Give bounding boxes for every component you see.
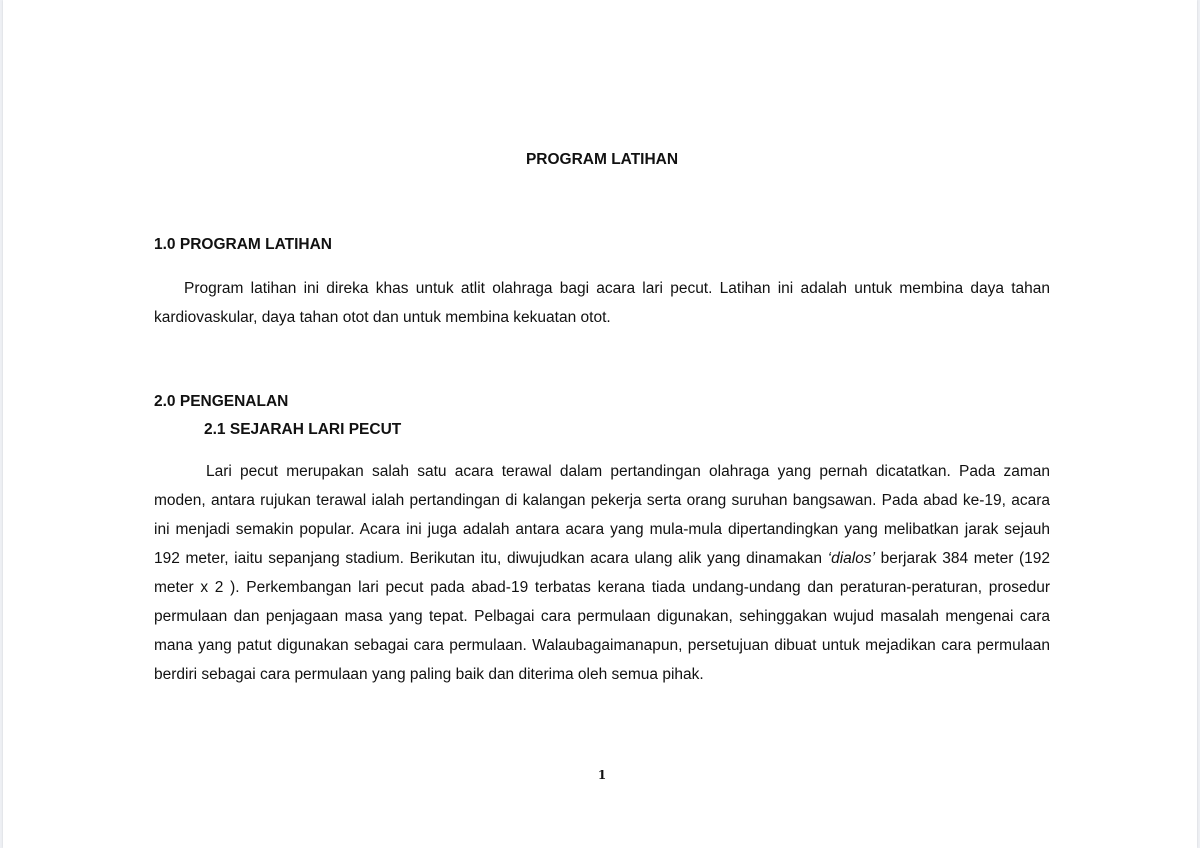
italic-term-dialos: ‘dialos’ xyxy=(827,550,876,567)
document-page xyxy=(3,0,1197,848)
paragraph-program-latihan xyxy=(154,274,1050,332)
section-heading-pengenalan: 2.0 PENGENALAN xyxy=(154,393,289,410)
paragraph-text-part1: Lari pecut merupakan salah satu acara terawal dalam pertandingan olahraga yang pernah dicatatkan. Pada zaman moden, antara rujukan terawal ialah pertandingan di kalangan pekerja serta orang suruhan bangsawan. Pada abad ke-19, acara ini menjadi semakin popular. Acara ini juga adalah antara acara yang mula-mula dipertandingkan yang melibatkan jarak sejauh 192 meter, iaitu sepanjang stadium. Berikutan itu, diwujudkan acara ulang alik yang dinamakan xyxy=(154,463,1050,567)
section-heading-program-latihan: 1.0 PROGRAM LATIHAN xyxy=(154,236,332,253)
page-title: PROGRAM LATIHAN xyxy=(525,151,679,168)
page-number: 1 xyxy=(597,768,607,782)
paragraph-text: Program latihan ini direka khas untuk atlit olahraga bagi acara lari pecut. Latihan ini adalah untuk membina daya tahan kardiovaskular, daya tahan otot dan untuk membina kekuatan otot. xyxy=(154,280,1050,326)
subsection-heading-sejarah: 2.1 SEJARAH LARI PECUT xyxy=(204,421,402,438)
paragraph-text-part2: berjarak 384 meter (192 meter x 2 ). Perkembangan lari pecut pada abad-19 terbatas kerana tiada undang-undang dan peraturan-peraturan, prosedur permulaan dan penjagaan masa yang tepat. Pelbagai cara permulaan digunakan, sehinggakan wujud masalah mengenai cara mana yang patut digunakan sebagai cara permulaan. Walaubagaimanapun, persetujuan dibuat untuk mejadikan cara permulaan berdiri sebagai cara permulaan yang paling baik dan diterima oleh semua pihak. xyxy=(154,550,1050,683)
paragraph-sejarah xyxy=(154,457,1050,689)
